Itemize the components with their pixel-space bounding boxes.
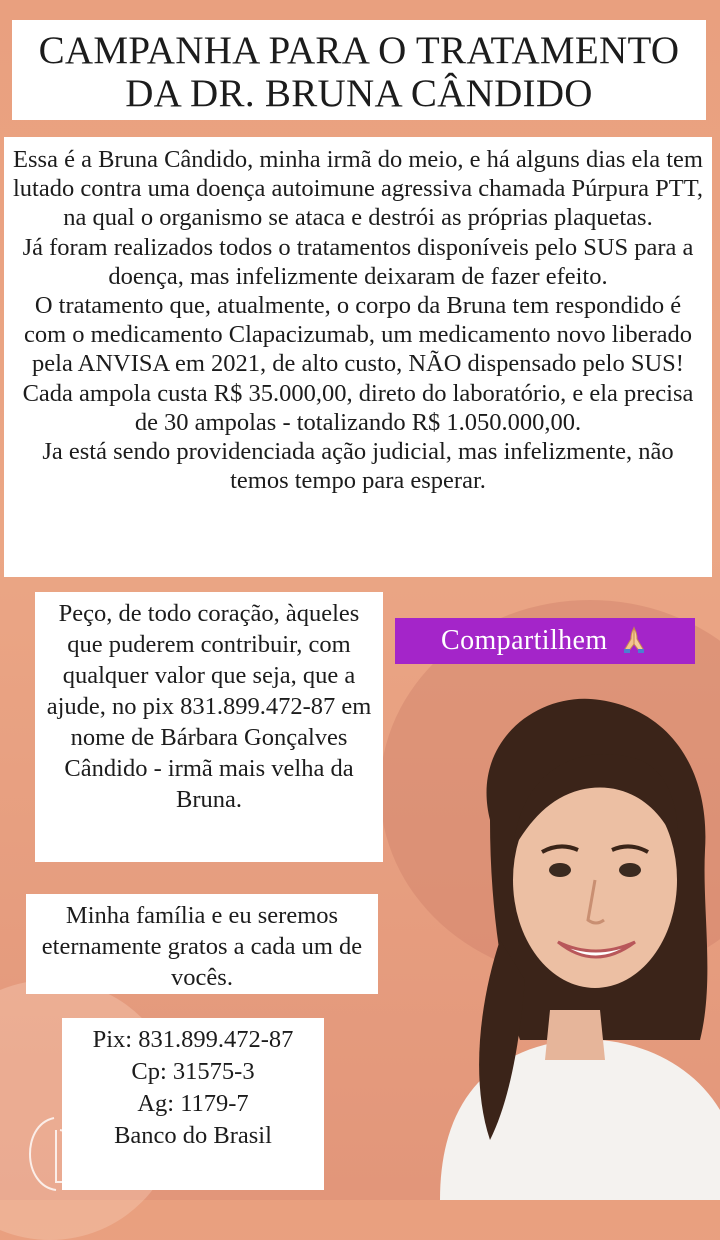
account-number: Cp: 31575-3 xyxy=(131,1058,255,1085)
praying-hands-icon xyxy=(619,625,649,655)
agency-number: Ag: 1179-7 xyxy=(137,1090,249,1117)
donation-appeal-box xyxy=(35,592,383,862)
story-paragraph: Essa é a Bruna Cândido, minha irmã do meio, e há alguns dias ela tem lutado contra uma doença autoimune agressiva chamada Púrpura PTT, na qual o organismo se ataca e destrói as próprias plaquetas. xyxy=(12,146,704,232)
portrait-photo xyxy=(430,680,720,1200)
story-text-box xyxy=(4,137,712,577)
appeal-text: Peço, de todo coração, àqueles que puderem contribuir, com qualquer valor que seja, que a ajude, no pix 831.899.472-87 em nome de Bárbara Gonçalves Cândido - irmã mais velha da Bruna. xyxy=(46,600,372,813)
title-line-1: CAMPANHA PARA O TRATAMENTO xyxy=(38,29,680,72)
thanks-text: Minha família e eu seremos eternamente gratos a cada um de vocês. xyxy=(41,902,363,991)
share-label: Compartilhem xyxy=(441,625,608,656)
thanks-box xyxy=(26,894,378,994)
story-paragraph: Cada ampola custa R$ 35.000,00, direto do laboratório, e ela precisa de 30 ampolas - totalizando R$ 1.050.000,00. xyxy=(22,379,694,436)
story-paragraph: O tratamento que, atualmente, o corpo da Bruna tem respondido é com o medicamento Clapacizumab, um medicamento novo liberado pela ANVISA em 2021, de alto custo, NÃO dispensado pelo SUS! xyxy=(23,292,693,378)
share-badge xyxy=(395,618,695,664)
title-line-2: DA DR. BRUNA CÂNDIDO xyxy=(125,72,593,115)
bank-details-box xyxy=(62,1018,324,1190)
story-paragraph: Já foram realizados todos o tratamentos disponíveis pelo SUS para a doença, mas infelizmente deixaram de fazer efeito. xyxy=(22,233,694,290)
campaign-title xyxy=(12,20,706,120)
monogram-logo xyxy=(26,1110,96,1195)
bank-name: Banco do Brasil xyxy=(114,1122,272,1149)
pix-key: Pix: 831.899.472-87 xyxy=(92,1026,294,1053)
story-paragraph: Ja está sendo providenciada ação judicial, mas infelizmente, não temos tempo para esperar. xyxy=(42,438,674,495)
